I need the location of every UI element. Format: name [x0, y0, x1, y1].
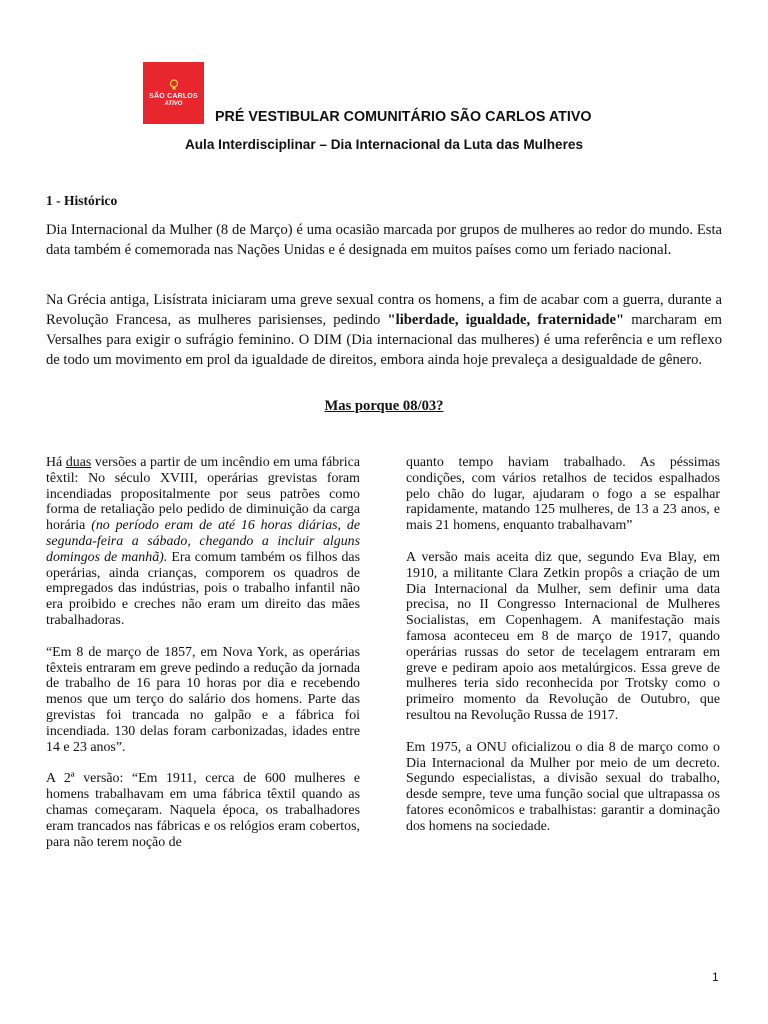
- paragraph-onu-1975: Em 1975, a ONU oficializou o dia 8 de março como o Dia Internacional da Mulher por meio de um decreto. Segundo especialistas, a divisão sexual do trabalho, desde sempre, teve uma função social que ultrapassa os fatores econômicos e trabalhistas: garantir a dominação dos homens na sociedade.: [406, 739, 720, 834]
- paragraph-1857-quote: “Em 8 de março de 1857, em Nova York, as operárias têxteis entraram em greve pedindo a redução da jornada de trabalho de 16 para 10 horas por dia e recebendo menos que um terço do salário dos homens. Parte das grevistas foi trancada no galpão e a fábrica foi incendiada. 130 delas foram carbonizadas, idades entre 14 e 23 anos”.: [46, 644, 360, 755]
- page-subtitle: Aula Interdisciplinar – Dia Internacional da Luta das Mulheres: [184, 137, 584, 152]
- paragraph-intro: Dia Internacional da Mulher (8 de Março) é uma ocasião marcada por grupos de mulheres ao redor do mundo. Esta data também é comemorada nas Nações Unidas e é designada em muitos países como um feriado nacional.: [46, 222, 722, 258]
- paragraph-greece: [46, 290, 722, 370]
- section-heading-why-0803: Mas porque 08/03?: [324, 398, 444, 414]
- logo-line1: SÃO CARLOS: [149, 92, 198, 100]
- right-column: [406, 455, 720, 851]
- text-span: Na Grécia antiga, Lisístrata iniciaram uma greve sexual contra os homens, a fim de acabar com a guerra, durante a Revolução Francesa, as mulheres parisienses, pedindo: [46, 292, 722, 328]
- italic-note: (no período eram de até 16 horas diárias, de segunda-feira a sábado, chegando a incluir alguns domingos de manhã).: [46, 518, 360, 565]
- lightbulb-icon: [169, 79, 179, 91]
- text-span: marcharam em Versalhes para exigir o sufrágio feminino. O DIM (Dia internacional das mulheres) é uma referência e um reflexo de todo um movimento em prol da igualdade de direitos, embora ainda hoje prevaleça a desigualdade de gênero.: [46, 312, 722, 368]
- text-span: Era comum também os filhos das operárias, ainda crianças, comporem os quadros de empregados das indústrias, pois o trabalho infantil não era proibido e creches não eram um direito das mães trabalhadoras.: [46, 549, 360, 628]
- page-title: PRÉ VESTIBULAR COMUNITÁRIO SÃO CARLOS ATIVO: [215, 109, 592, 125]
- bold-quote: "liberdade, igualdade, fraternidade": [387, 312, 625, 328]
- left-column: [46, 455, 360, 866]
- page-number: 1: [712, 970, 719, 984]
- text-span: Há: [46, 455, 66, 470]
- logo: [143, 62, 204, 124]
- logo-line2: ATIVO: [164, 100, 183, 107]
- paragraph-second-version: A 2ª versão: “Em 1911, cerca de 600 mulheres e homens trabalhavam em uma fábrica têxtil quando as chamas começaram. Naquela época, os trabalhadores eram trancados nas fábricas e os relógios eram cobertos, para não terem noção de: [46, 771, 360, 850]
- text-span: versões a partir de um incêndio em uma fábrica têxtil: No século XVIII, operárias grevistas foram incendiadas propositalmente por seus patrões como forma de retaliação pelo pedido de diminuição da carga horária: [46, 455, 360, 534]
- underlined-word: duas: [65, 455, 92, 470]
- paragraph-accepted-version: A versão mais aceita diz que, segundo Eva Blay, em 1910, a militante Clara Zetkin propôs a criação de um Dia Internacional da Mulher, sem definir uma data precisa, no II Congresso Internacional de Mulheres Socialistas, em Copenhagem. A manifestação mais famosa aconteceu em 8 de março de 1917, quando operárias russas do setor de tecelagem entraram em greve e pediram apoio aos metalúrgicos. Essa greve de mulheres teria sido reconhecida por Trotsky como o primeiro momento da Revolução de Outubro, que resultou na Revolução Russa de 1917.: [406, 549, 720, 723]
- section-heading-historico: 1 - Histórico: [46, 193, 118, 208]
- paragraph-continuation: quanto tempo haviam trabalhado. As péssimas condições, com vários retalhos de tecidos espalhados pelo chão do lugar, ajudaram o fogo a se espalhar rapidamente, matando 125 mulheres, de 13 a 23 anos, e mais 21 homens, enquanto trabalhavam”: [406, 455, 720, 534]
- paragraph-two-versions: [46, 455, 360, 629]
